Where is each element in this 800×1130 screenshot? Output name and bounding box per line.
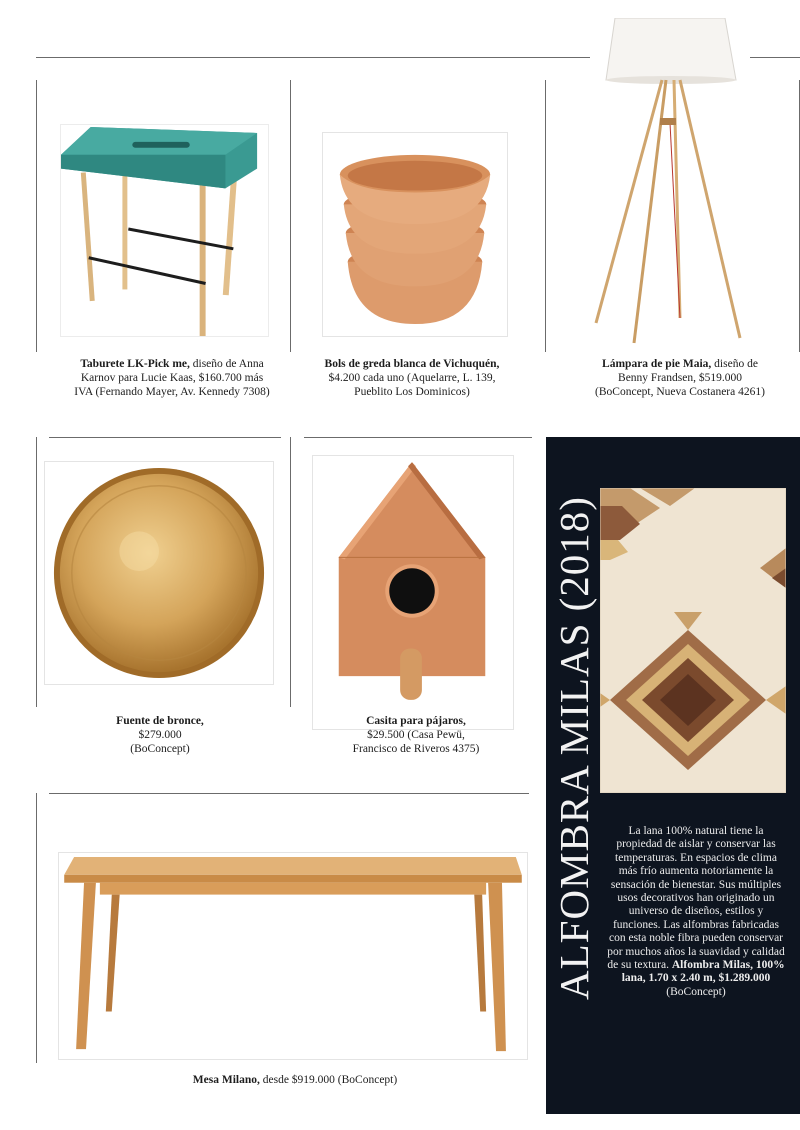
- row-rule: [49, 793, 529, 794]
- column-divider: [36, 793, 37, 1063]
- tray-photo: [44, 461, 274, 685]
- column-divider: [290, 80, 291, 352]
- column-divider: [545, 80, 546, 352]
- lamp-photo: [590, 18, 750, 348]
- tray-caption: Fuente de bronce, $279.000 (BoConcept): [116, 715, 204, 755]
- table-photo: [58, 852, 528, 1060]
- row-rule: [304, 437, 532, 438]
- feature-product-store: (BoConcept): [666, 985, 726, 998]
- birdhouse-photo: [312, 455, 514, 730]
- feature-product-name: Alfombra Milas, 100% lana, 1.70 x 2.40 m, $1.289.000: [621, 959, 785, 985]
- bowls-photo: [322, 132, 508, 337]
- birdhouse-caption: Casita para pájaros, $29.500 (Casa Pewü, Francisco de Riveros 4375): [352, 715, 480, 755]
- feature-description: La lana 100% natural tiene la propiedad de aislar y conservar las temperaturas. En espacios de clima más frío aumenta notoriamente la sensación de bienestar. Sus múltiples usos decorativos han originado un universo de diseños, estilos y funciones. Las alfombras fabricadas con esta noble fibra pueden conservar por muchos años la suavidad y calidad de su textura. Alfombra Milas, 100% lana, 1.70 x 2.40 m, $1.289.000 (BoConcept): [607, 825, 785, 998]
- stool-caption: Taburete LK-Pick me, diseño de Anna Karnov para Lucie Kaas, $160.700 más IVA (Fernando Mayer, Av. Kennedy 7308): [74, 358, 270, 398]
- row-rule: [49, 437, 281, 438]
- stool-photo: [60, 124, 269, 337]
- bowls-caption: Bols de greda blanca de Vichuquén, $4.200 cada uno (Aquelarre, L. 139, Pueblito Los Dominicos): [324, 358, 500, 398]
- feature-title: ALFOMBRA MILAS (2018): [551, 496, 597, 1000]
- table-caption: Mesa Milano, desde $919.000 (BoConcept): [192, 1074, 398, 1086]
- column-divider: [36, 80, 37, 352]
- column-divider: [290, 437, 291, 707]
- lamp-caption: Lámpara de pie Maia, diseño de Benny Frandsen, $519.000 (BoConcept, Nueva Costanera 4261): [595, 358, 765, 398]
- rug-photo: [600, 488, 786, 793]
- column-divider: [36, 437, 37, 707]
